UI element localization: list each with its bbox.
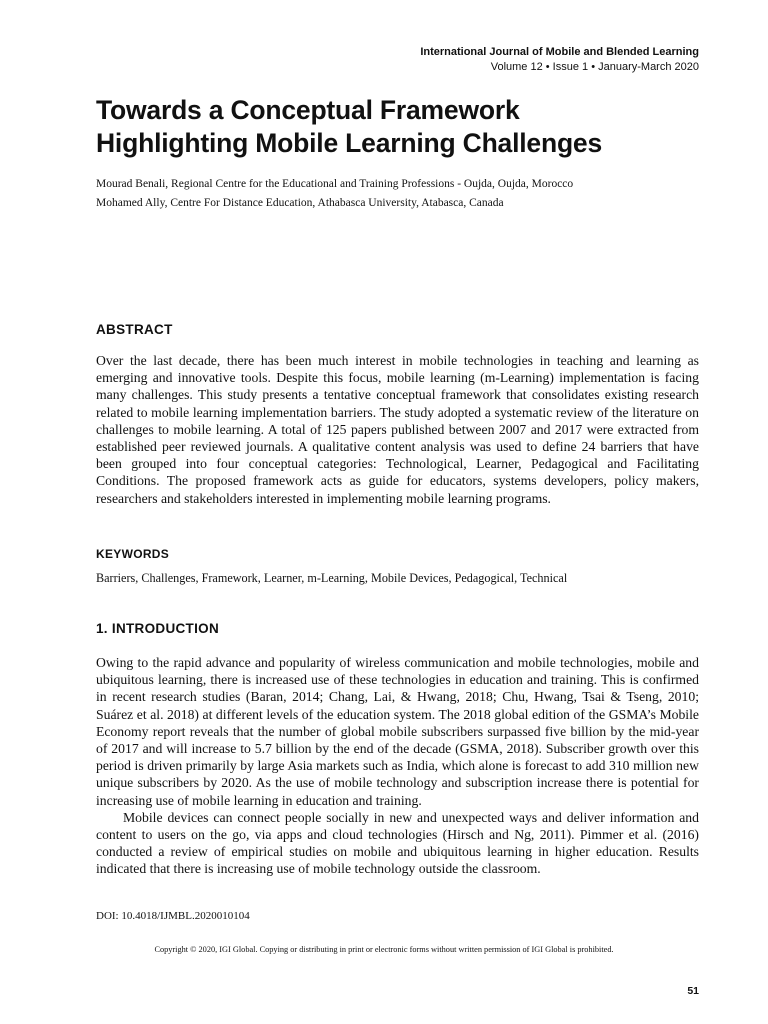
keywords-heading: KEYWORDS (96, 547, 170, 561)
copyright-notice: Copyright © 2020, IGI Global. Copying or distributing in print or electronic forms without written permission of IGI Global is prohibited. (154, 945, 614, 954)
author-list (96, 175, 716, 213)
journal-header (420, 45, 699, 75)
author-affiliation: Mourad Benali, Regional Centre for the Educational and Training Professions - Oujda, Oujda, Morocco (96, 178, 574, 190)
abstract-body (96, 352, 699, 507)
volume-info: Volume 12 • Issue 1 • January-March 2020 (490, 61, 699, 73)
paper-title-line-1: Towards a Conceptual Framework (96, 95, 520, 125)
introduction-paragraph: Owing to the rapid advance and popularity of wireless communication and mobile technologies, mobile and ubiquitous learning, there is increased use of these technologies in education and training. This is confirmed in recent research studies (Baran, 2014; Chang, Lai, & Hwang, 2018; Chu, Hwang, Tsai & Tseng, 2010; Suárez et al. 2018) at different levels of the education system. The 2018 global edition of the GSMA’s Mobile Economy report reveals that the number of global mobile subscribers surpassed five billion by the mid-year of 2017 and will increase to 5.7 billion by the end of the decade (GSMA, 2018). Subscriber growth over this period is driven primarily by large Asia markets such as India, which alone is forecast to add 310 million new unique subscribers by 2020. As the use of mobile technology and subscription increase there is potential for increasing use of mobile learning in education and training. (96, 655, 699, 808)
paper-title (96, 94, 716, 160)
page-number: 51 (687, 985, 699, 997)
abstract-heading: ABSTRACT (96, 322, 173, 337)
author-affiliation: Mohamed Ally, Centre For Distance Education, Athabasca University, Atabasca, Canada (96, 197, 504, 209)
paper-title-line-2: Highlighting Mobile Learning Challenges (96, 128, 603, 158)
keywords-list: Barriers, Challenges, Framework, Learner, m-Learning, Mobile Devices, Pedagogical, Technical (96, 571, 568, 585)
abstract-text: Over the last decade, there has been much interest in mobile technologies in teaching and learning as emerging and innovative tools. Despite this focus, mobile learning (m-Learning) implementation is facing many challenges. This study presents a tentative conceptual framework that consolidates existing research related to mobile learning implementation barriers. The study adopted a systematic review of the literature on challenges to mobile learning. A total of 125 papers published between 2007 and 2017 were extracted from established peer reviewed journals. A qualitative content analysis was used to define 24 barriers that have been grouped into four conceptual categories: Technological, Learner, Pedagogical and Facilitating Conditions. The proposed framework acts as guide for educators, systems developers, policy makers, researchers and stakeholders interested in implementing mobile learning programs. (96, 353, 699, 506)
introduction-body (96, 654, 699, 878)
journal-name: International Journal of Mobile and Blended Learning (420, 46, 699, 58)
introduction-paragraph: Mobile devices can connect people socially in new and unexpected ways and deliver information and content to users on the go, via apps and cloud technologies (Hirsch and Ng, 2011). Pimmer et al. (2016) conducted a review of empirical studies on mobile and ubiquitous learning in higher education. Results indicated that there is increasing use of mobile technology outside the classroom. (96, 809, 699, 877)
doi-link[interactable]: DOI: 10.4018/IJMBL.2020010104 (96, 910, 250, 922)
introduction-heading: 1. INTRODUCTION (96, 621, 220, 636)
